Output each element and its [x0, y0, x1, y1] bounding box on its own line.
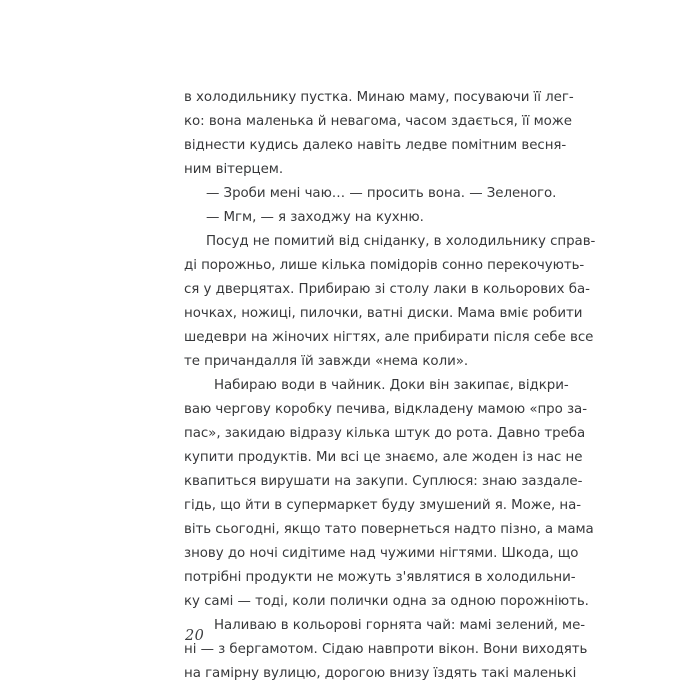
- text-line: шедеври на жіночих нігтях, але прибирати після себе все: [184, 330, 594, 345]
- text-line: віднести кудись далеко навіть ледве помітним весня-: [184, 138, 567, 153]
- text-line: — Мгм, — я заходжу на кухню.: [206, 210, 424, 225]
- text-line: віть сьогодні, якщо тато повернеться надто пізно, а мама: [184, 522, 594, 537]
- text-line: купити продуктів. Ми всі це знаємо, але жоден із нас не: [184, 450, 583, 465]
- page-text-body: [184, 86, 596, 686]
- text-line: ді порожньо, лише кілька помідорів сонно перекочують-: [184, 258, 585, 273]
- text-line: Посуд не помитий від сніданку, в холодильнику справ-: [206, 234, 596, 249]
- text-line: в холодильнику пустка. Минаю маму, посуваючи її лег-: [184, 90, 574, 105]
- text-line: ваю чергову коробку печива, відкладену мамою «про за-: [184, 402, 587, 417]
- text-line: Набираю води в чайник. Доки він закипає, відкри-: [214, 378, 569, 393]
- text-line: пас», закидаю відразу кілька штук до рота. Давно треба: [184, 426, 586, 441]
- text-line: ко: вона маленька й невагома, часом здається, її може: [184, 114, 572, 129]
- text-line: на гамірну вулицю, дорогою внизу їздять такі маленькі: [184, 666, 577, 681]
- text-line: те причандалля їй завжди «нема коли».: [184, 354, 469, 369]
- text-line: гідь, що йти в супермаркет буду змушений я. Може, на-: [184, 498, 582, 513]
- text-line: ним вітерцем.: [184, 162, 284, 177]
- text-line: ся у дверцятах. Прибираю зі столу лаки в кольорових ба-: [184, 282, 590, 297]
- text-line: ку самі — тоді, коли полички одна за одною порожніють.: [184, 594, 589, 609]
- page-number: 20: [185, 628, 205, 644]
- text-line: — Зроби мені чаю… — просить вона. — Зеленого.: [206, 186, 557, 201]
- text-line: Наливаю в кольорові горнята чай: мамі зелений, ме-: [214, 618, 586, 633]
- text-line: знову до ночі сидітиме над чужими нігтями. Шкода, що: [184, 546, 579, 561]
- text-line: квапиться вирушати на закупи. Суплюся: знаю заздале-: [184, 474, 583, 489]
- text-line: потрібні продукти не можуть з'являтися в холодильни-: [184, 570, 576, 585]
- text-line: ночках, ножиці, пилочки, ватні диски. Мама вміє робити: [184, 306, 583, 321]
- text-line: ні — з бергамотом. Сідаю навпроти вікон. Вони виходять: [184, 642, 588, 657]
